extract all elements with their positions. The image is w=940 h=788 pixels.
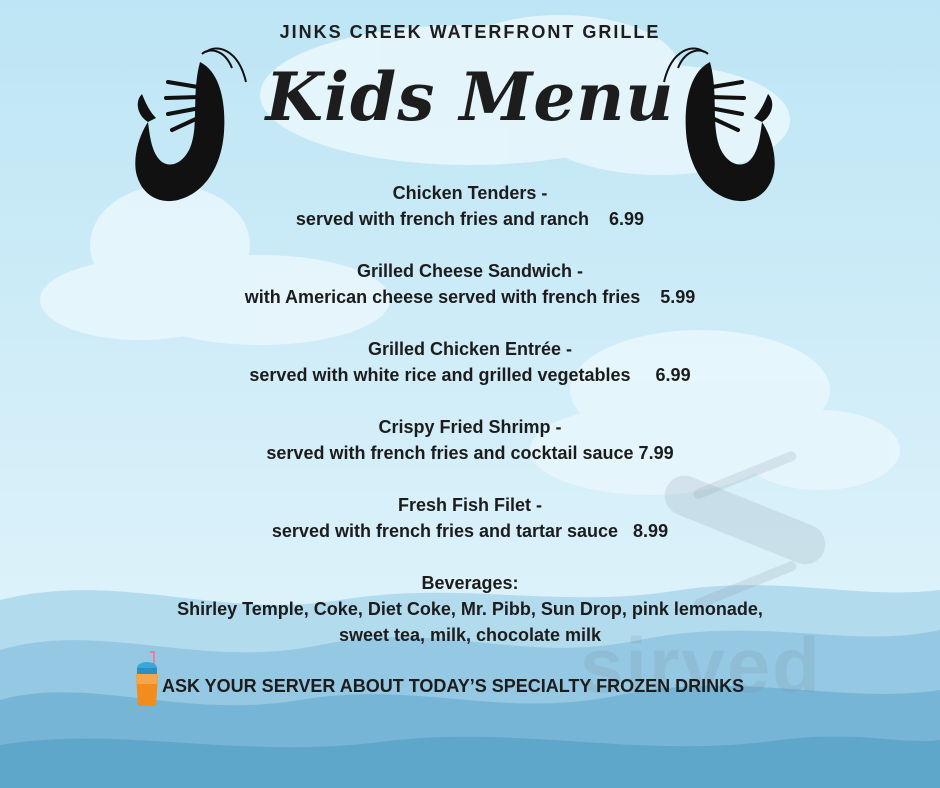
menu-item-detail: served with french fries and ranch 6.99 [295, 209, 645, 229]
menu-item [0, 492, 940, 544]
frozen-drink-icon [134, 650, 160, 708]
menu-item-name: Grilled Chicken Entrée - [367, 339, 573, 359]
menu-title: Kids Menu [265, 58, 675, 136]
menu-item [0, 414, 940, 466]
beverages-list: Shirley Temple, Coke, Diet Coke, Mr. Pibb, Sun Drop, pink lemonade, [177, 599, 763, 619]
menu-item-detail: served with white rice and grilled vegetables 6.99 [249, 365, 691, 385]
menu-item [0, 258, 940, 310]
menu-item [0, 336, 940, 388]
restaurant-name: JINKS CREEK WATERFRONT GRILLE [279, 22, 661, 42]
watermark: sirved [580, 621, 822, 709]
menu-item-name: Crispy Fried Shrimp - [378, 417, 562, 437]
beverages-section [0, 570, 940, 648]
menu-item [0, 180, 940, 232]
menu-item-detail: with American cheese served with french fries 5.99 [244, 287, 696, 307]
menu-item-name: Fresh Fish Filet - [397, 495, 543, 515]
menu-item-name: Grilled Cheese Sandwich - [356, 261, 584, 281]
menu-item-detail: served with french fries and tartar sauce 8.99 [271, 521, 669, 541]
footer-note: ASK YOUR SERVER ABOUT TODAY’S SPECIALTY FROZEN DRINKS [162, 676, 745, 696]
menu-item-detail: served with french fries and cocktail sauce 7.99 [266, 443, 674, 463]
beverages-heading: Beverages: [421, 573, 519, 593]
beverages-list: sweet tea, milk, chocolate milk [338, 625, 602, 645]
menu-item-name: Chicken Tenders - [392, 183, 548, 203]
